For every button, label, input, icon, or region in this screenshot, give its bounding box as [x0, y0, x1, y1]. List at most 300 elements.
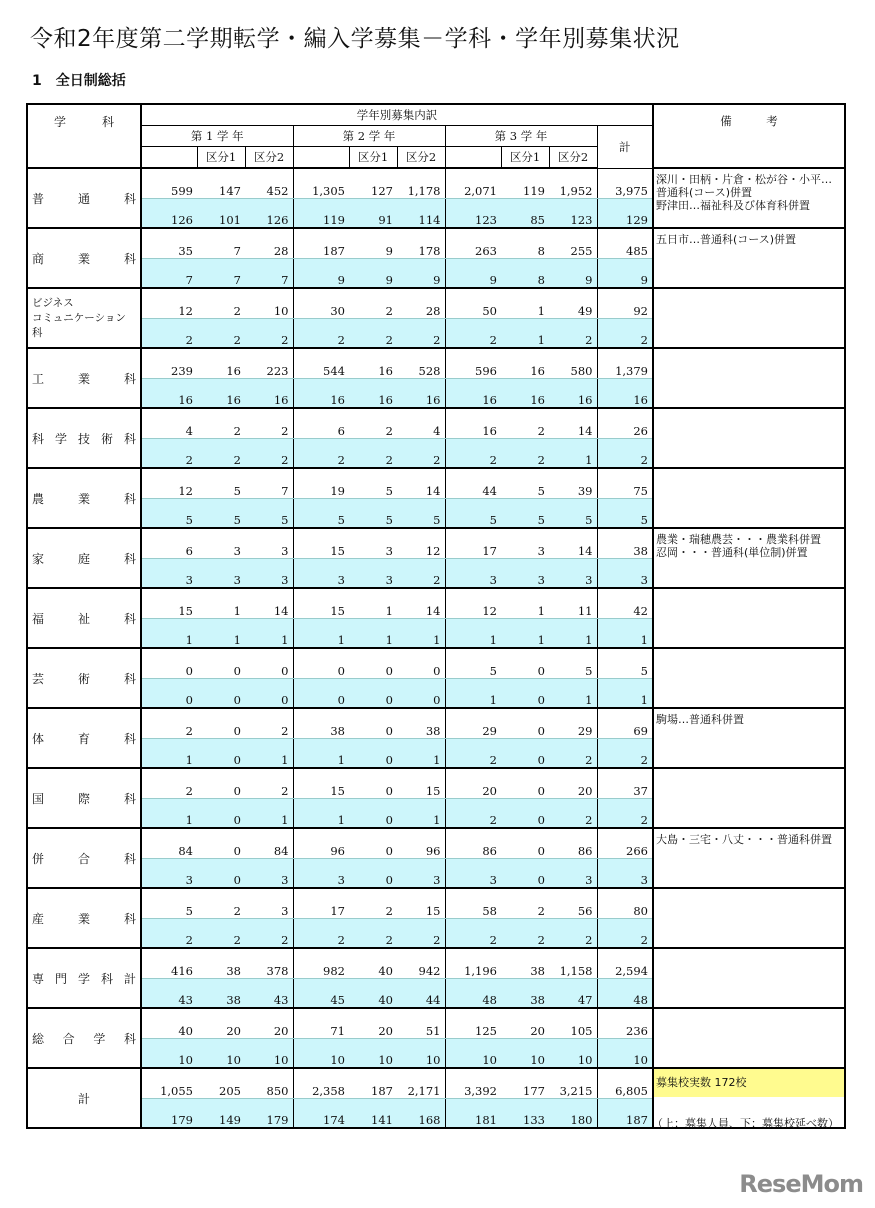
count-cell: 416 [141, 948, 197, 979]
school-count-cell: 7 [141, 259, 197, 289]
count-cell: 40 [349, 948, 397, 979]
count-cell: 6 [141, 528, 197, 559]
school-count-cell: 9 [293, 259, 349, 289]
school-count-cell: 5 [549, 499, 597, 529]
school-count-cell: 16 [349, 379, 397, 409]
table-row [27, 888, 845, 919]
count-cell: 86 [445, 828, 501, 859]
remarks-cell [653, 768, 845, 828]
school-count-cell: 149 [197, 1099, 245, 1129]
school-count-cell: 1 [293, 799, 349, 829]
count-cell: 38 [197, 948, 245, 979]
school-count-cell: 2 [349, 439, 397, 469]
count-cell: 96 [293, 828, 349, 859]
count-cell: 0 [501, 648, 549, 679]
count-cell: 12 [445, 588, 501, 619]
count-cell: 6 [293, 408, 349, 439]
school-count-cell: 2 [445, 739, 501, 769]
school-count-cell: 2 [549, 799, 597, 829]
count-cell: 0 [197, 648, 245, 679]
school-count-cell: 3 [501, 559, 549, 589]
school-count-cell: 2 [397, 919, 445, 949]
count-cell: 263 [445, 228, 501, 259]
count-cell: 3 [501, 528, 549, 559]
count-cell: 20 [349, 1008, 397, 1039]
school-count-cell: 10 [293, 1039, 349, 1069]
school-count-cell: 10 [197, 1039, 245, 1069]
school-count-cell: 0 [197, 859, 245, 889]
count-cell: 5 [549, 648, 597, 679]
school-count-cell: 2 [197, 439, 245, 469]
school-count-note: 募集校実数 172校 [654, 1069, 844, 1097]
school-count-cell: 2 [501, 439, 549, 469]
school-count-cell: 3 [349, 559, 397, 589]
count-cell: 0 [197, 768, 245, 799]
count-cell: 14 [549, 528, 597, 559]
count-cell: 2 [245, 408, 293, 439]
school-count-cell: 3 [597, 859, 653, 889]
count-cell: 3 [245, 528, 293, 559]
count-cell: 0 [501, 768, 549, 799]
count-cell: 4 [141, 408, 197, 439]
count-cell: 239 [141, 348, 197, 379]
count-cell: 30 [293, 288, 349, 319]
count-cell: 596 [445, 348, 501, 379]
count-cell: 0 [141, 648, 197, 679]
school-count-cell: 9 [597, 259, 653, 289]
school-count-cell: 44 [397, 979, 445, 1009]
count-cell: 14 [397, 468, 445, 499]
count-cell: 1 [349, 588, 397, 619]
count-cell: 0 [293, 648, 349, 679]
school-count-cell: 5 [293, 499, 349, 529]
school-count-cell: 0 [501, 679, 549, 709]
count-cell: 38 [597, 528, 653, 559]
count-cell: 580 [549, 348, 597, 379]
count-cell: 5 [597, 648, 653, 679]
school-count-cell: 2 [245, 439, 293, 469]
school-count-cell: 0 [397, 679, 445, 709]
count-cell: 51 [397, 1008, 445, 1039]
count-cell: 485 [597, 228, 653, 259]
grade2-blank [293, 147, 349, 169]
school-count-cell: 1 [397, 739, 445, 769]
school-count-cell: 187 [597, 1099, 653, 1129]
grade3-blank [445, 147, 501, 169]
count-cell: 266 [597, 828, 653, 859]
school-count-cell: 38 [501, 979, 549, 1009]
remarks-cell: 大島・三宅・八丈・・・普通科併置 [653, 828, 845, 888]
count-cell: 49 [549, 288, 597, 319]
school-count-cell: 123 [445, 199, 501, 229]
count-cell: 599 [141, 168, 197, 199]
count-cell: 14 [549, 408, 597, 439]
count-cell: 3,975 [597, 168, 653, 199]
count-cell: 20 [549, 768, 597, 799]
count-cell: 0 [197, 828, 245, 859]
school-count-cell: 16 [293, 379, 349, 409]
school-count-cell: 3 [245, 559, 293, 589]
count-cell: 39 [549, 468, 597, 499]
count-cell: 15 [141, 588, 197, 619]
school-count-cell: 9 [549, 259, 597, 289]
school-count-cell: 10 [245, 1039, 293, 1069]
school-count-cell: 1 [245, 799, 293, 829]
count-cell: 15 [293, 588, 349, 619]
count-cell: 177 [501, 1068, 549, 1099]
count-cell: 2 [245, 708, 293, 739]
count-cell: 28 [245, 228, 293, 259]
count-cell: 2 [197, 888, 245, 919]
count-cell: 15 [293, 528, 349, 559]
remarks-header: 備 考 [653, 104, 845, 168]
school-count-cell: 1 [141, 799, 197, 829]
count-cell: 2,071 [445, 168, 501, 199]
table-row [27, 228, 845, 259]
school-count-cell: 91 [349, 199, 397, 229]
school-count-cell: 2 [197, 319, 245, 349]
school-count-cell: 2 [597, 739, 653, 769]
count-cell: 178 [397, 228, 445, 259]
school-count-cell: 5 [245, 499, 293, 529]
count-cell: 2 [501, 408, 549, 439]
table-row [27, 828, 845, 859]
count-cell: 86 [549, 828, 597, 859]
count-cell: 982 [293, 948, 349, 979]
count-cell: 452 [245, 168, 293, 199]
school-count-cell: 3 [197, 559, 245, 589]
subject-cell: 商 業 科 [27, 228, 141, 288]
grade3-kubun1: 区分1 [501, 147, 549, 169]
count-cell: 119 [501, 168, 549, 199]
school-count-cell: 0 [501, 859, 549, 889]
school-count-cell: 43 [141, 979, 197, 1009]
school-count-cell: 0 [501, 799, 549, 829]
school-count-cell: 123 [549, 199, 597, 229]
school-count-cell: 179 [245, 1099, 293, 1129]
count-cell: 84 [245, 828, 293, 859]
count-cell: 6,805 [597, 1068, 653, 1099]
count-cell: 0 [501, 708, 549, 739]
school-count-cell: 10 [397, 1039, 445, 1069]
school-count-cell: 129 [597, 199, 653, 229]
count-cell: 16 [445, 408, 501, 439]
school-count-cell: 2 [445, 439, 501, 469]
school-count-cell: 2 [397, 559, 445, 589]
count-cell: 5 [349, 468, 397, 499]
count-cell: 20 [501, 1008, 549, 1039]
table-row [27, 588, 845, 619]
school-count-cell: 2 [549, 739, 597, 769]
count-cell: 92 [597, 288, 653, 319]
school-count-cell: 2 [349, 919, 397, 949]
section-heading: 1 全日制総括 [32, 73, 126, 89]
grade3-kubun2: 区分2 [549, 147, 597, 169]
count-cell: 29 [445, 708, 501, 739]
school-count-cell: 2 [501, 919, 549, 949]
count-cell: 2 [349, 288, 397, 319]
count-cell: 378 [245, 948, 293, 979]
school-count-cell: 16 [597, 379, 653, 409]
school-count-cell: 40 [349, 979, 397, 1009]
school-count-cell: 1 [597, 619, 653, 649]
count-cell: 10 [245, 288, 293, 319]
count-cell: 0 [349, 768, 397, 799]
count-cell: 38 [501, 948, 549, 979]
school-count-cell: 0 [349, 739, 397, 769]
count-cell: 850 [245, 1068, 293, 1099]
count-cell: 1,379 [597, 348, 653, 379]
table-row [27, 708, 845, 739]
count-cell: 147 [197, 168, 245, 199]
table-row [27, 1008, 845, 1039]
subject-cell: 福 祉 科 [27, 588, 141, 648]
count-cell: 544 [293, 348, 349, 379]
school-count-cell: 3 [293, 559, 349, 589]
school-count-cell: 1 [197, 619, 245, 649]
count-cell: 2 [501, 888, 549, 919]
school-count-cell: 2 [141, 919, 197, 949]
breakdown-header: 学年別募集内訳 [141, 104, 653, 126]
count-cell: 105 [549, 1008, 597, 1039]
count-cell: 50 [445, 288, 501, 319]
count-cell: 255 [549, 228, 597, 259]
total-header: 計 [597, 126, 653, 169]
school-count-cell: 9 [397, 259, 445, 289]
school-count-cell: 16 [445, 379, 501, 409]
count-cell: 0 [349, 828, 397, 859]
count-cell: 11 [549, 588, 597, 619]
school-count-cell: 3 [445, 859, 501, 889]
school-count-cell: 1 [293, 739, 349, 769]
count-cell: 2 [349, 888, 397, 919]
count-cell: 0 [349, 708, 397, 739]
school-count-cell: 0 [197, 739, 245, 769]
count-cell: 3 [349, 528, 397, 559]
remarks-cell: 駒場…普通科併置 [653, 708, 845, 768]
table-row [27, 528, 845, 559]
school-count-cell: 43 [245, 979, 293, 1009]
count-cell: 37 [597, 768, 653, 799]
school-count-cell: 16 [197, 379, 245, 409]
school-count-cell: 16 [549, 379, 597, 409]
table-row [27, 1068, 845, 1099]
count-cell: 71 [293, 1008, 349, 1039]
count-cell: 7 [245, 468, 293, 499]
count-cell: 20 [197, 1008, 245, 1039]
school-count-cell: 1 [501, 319, 549, 349]
grade2-kubun1: 区分1 [349, 147, 397, 169]
school-count-cell: 1 [397, 799, 445, 829]
count-cell: 96 [397, 828, 445, 859]
school-count-cell: 1 [445, 619, 501, 649]
count-cell: 16 [501, 348, 549, 379]
resemom-logo: ReseMom [739, 1170, 863, 1198]
subject-cell: 総 合 学 科 [27, 1008, 141, 1068]
remarks-cell: 農業・瑞穂農芸・・・農業科併置 忍岡・・・普通科(単位制)併置 [653, 528, 845, 588]
remarks-cell [653, 588, 845, 648]
table-row [27, 288, 845, 319]
school-count-cell: 119 [293, 199, 349, 229]
count-cell: 15 [293, 768, 349, 799]
school-count-cell: 141 [349, 1099, 397, 1129]
table-row [27, 468, 845, 499]
count-cell: 125 [445, 1008, 501, 1039]
count-cell: 14 [245, 588, 293, 619]
school-count-cell: 1 [245, 619, 293, 649]
school-count-cell: 1 [397, 619, 445, 649]
count-cell: 75 [597, 468, 653, 499]
count-cell: 16 [197, 348, 245, 379]
count-cell: 5 [445, 648, 501, 679]
table-row [27, 948, 845, 979]
school-count-cell: 2 [141, 319, 197, 349]
school-count-cell: 5 [141, 499, 197, 529]
count-cell: 69 [597, 708, 653, 739]
school-count-cell: 1 [141, 619, 197, 649]
school-count-cell: 1 [549, 619, 597, 649]
count-cell: 205 [197, 1068, 245, 1099]
count-cell: 1,196 [445, 948, 501, 979]
count-cell: 127 [349, 168, 397, 199]
count-cell: 1,158 [549, 948, 597, 979]
school-count-cell: 2 [293, 439, 349, 469]
count-cell: 223 [245, 348, 293, 379]
remarks-cell [653, 1008, 845, 1068]
count-cell: 40 [141, 1008, 197, 1039]
remarks-cell [653, 648, 845, 708]
school-count-cell: 8 [501, 259, 549, 289]
remarks-cell [653, 888, 845, 948]
count-cell: 9 [349, 228, 397, 259]
school-count-cell: 5 [445, 499, 501, 529]
remarks-cell [653, 948, 845, 1008]
school-count-cell: 1 [549, 439, 597, 469]
count-cell: 42 [597, 588, 653, 619]
remarks-cell: 深川・田柄・片倉・松が谷・小平… 普通科(コース)併置 野津田…福祉科及び体育科併置 [653, 168, 845, 228]
school-count-cell: 10 [141, 1039, 197, 1069]
school-count-cell: 5 [349, 499, 397, 529]
count-cell: 14 [397, 588, 445, 619]
school-count-cell: 16 [141, 379, 197, 409]
remarks-cell: 五日市…普通科(コース)併置 [653, 228, 845, 288]
count-cell: 12 [397, 528, 445, 559]
page-title: 令和2年度第二学期転学・編入学募集－学科・学年別募集状況 [30, 26, 680, 52]
count-cell: 35 [141, 228, 197, 259]
count-cell: 20 [445, 768, 501, 799]
count-cell: 3 [197, 528, 245, 559]
count-cell: 2,594 [597, 948, 653, 979]
count-cell: 5 [197, 468, 245, 499]
subject-cell: 農 業 科 [27, 468, 141, 528]
count-cell: 187 [349, 1068, 397, 1099]
table-row [27, 168, 845, 199]
school-count-cell: 0 [349, 679, 397, 709]
subject-cell: 計 [27, 1068, 141, 1128]
school-count-cell: 2 [597, 319, 653, 349]
count-cell: 3,392 [445, 1068, 501, 1099]
school-count-cell: 10 [501, 1039, 549, 1069]
table-row [27, 768, 845, 799]
count-cell: 28 [397, 288, 445, 319]
count-cell: 38 [397, 708, 445, 739]
subject-cell: 工 業 科 [27, 348, 141, 408]
count-cell: 0 [197, 708, 245, 739]
subject-header: 学 科 [27, 104, 141, 168]
count-cell: 38 [293, 708, 349, 739]
school-count-cell: 9 [349, 259, 397, 289]
remarks-cell [653, 288, 845, 348]
school-count-cell: 47 [549, 979, 597, 1009]
subject-cell: 家 庭 科 [27, 528, 141, 588]
school-count-cell: 7 [245, 259, 293, 289]
school-count-cell: 126 [141, 199, 197, 229]
count-cell: 187 [293, 228, 349, 259]
school-count-cell: 2 [445, 319, 501, 349]
count-cell: 1,178 [397, 168, 445, 199]
school-count-cell: 1 [141, 739, 197, 769]
table-row [27, 348, 845, 379]
school-count-cell: 133 [501, 1099, 549, 1129]
count-cell: 5 [501, 468, 549, 499]
school-count-cell: 168 [397, 1099, 445, 1129]
count-cell: 26 [597, 408, 653, 439]
school-count-cell: 9 [445, 259, 501, 289]
count-cell: 1,055 [141, 1068, 197, 1099]
count-cell: 942 [397, 948, 445, 979]
school-count-cell: 3 [141, 559, 197, 589]
count-cell: 17 [293, 888, 349, 919]
school-count-cell: 2 [549, 919, 597, 949]
count-cell: 236 [597, 1008, 653, 1039]
remarks-cell [653, 348, 845, 408]
count-cell: 0 [245, 648, 293, 679]
school-count-cell: 2 [245, 919, 293, 949]
remarks-cell [653, 408, 845, 468]
count-cell: 84 [141, 828, 197, 859]
school-count-cell: 2 [349, 319, 397, 349]
count-cell: 2 [141, 768, 197, 799]
count-cell: 56 [549, 888, 597, 919]
school-count-cell: 1 [597, 679, 653, 709]
school-count-cell: 5 [501, 499, 549, 529]
school-count-cell: 1 [293, 619, 349, 649]
school-count-cell: 2 [293, 319, 349, 349]
school-count-cell: 45 [293, 979, 349, 1009]
count-cell: 44 [445, 468, 501, 499]
count-cell: 0 [397, 648, 445, 679]
count-cell: 2 [197, 408, 245, 439]
count-cell: 20 [245, 1008, 293, 1039]
school-count-cell: 3 [245, 859, 293, 889]
grade1-blank [141, 147, 197, 169]
school-count-cell: 181 [445, 1099, 501, 1129]
count-cell: 29 [549, 708, 597, 739]
subject-cell: 併 合 科 [27, 828, 141, 888]
school-count-cell: 2 [397, 319, 445, 349]
table-body [27, 168, 845, 1128]
school-count-cell: 38 [197, 979, 245, 1009]
school-count-cell: 0 [141, 679, 197, 709]
recruitment-table [26, 103, 846, 1129]
grade1-kubun1: 区分1 [197, 147, 245, 169]
grade2-header: 第 2 学 年 [293, 126, 445, 147]
count-cell: 0 [501, 828, 549, 859]
school-count-cell: 3 [445, 559, 501, 589]
school-count-cell: 10 [549, 1039, 597, 1069]
count-cell: 3 [245, 888, 293, 919]
subject-cell: 専門学科計 [27, 948, 141, 1008]
